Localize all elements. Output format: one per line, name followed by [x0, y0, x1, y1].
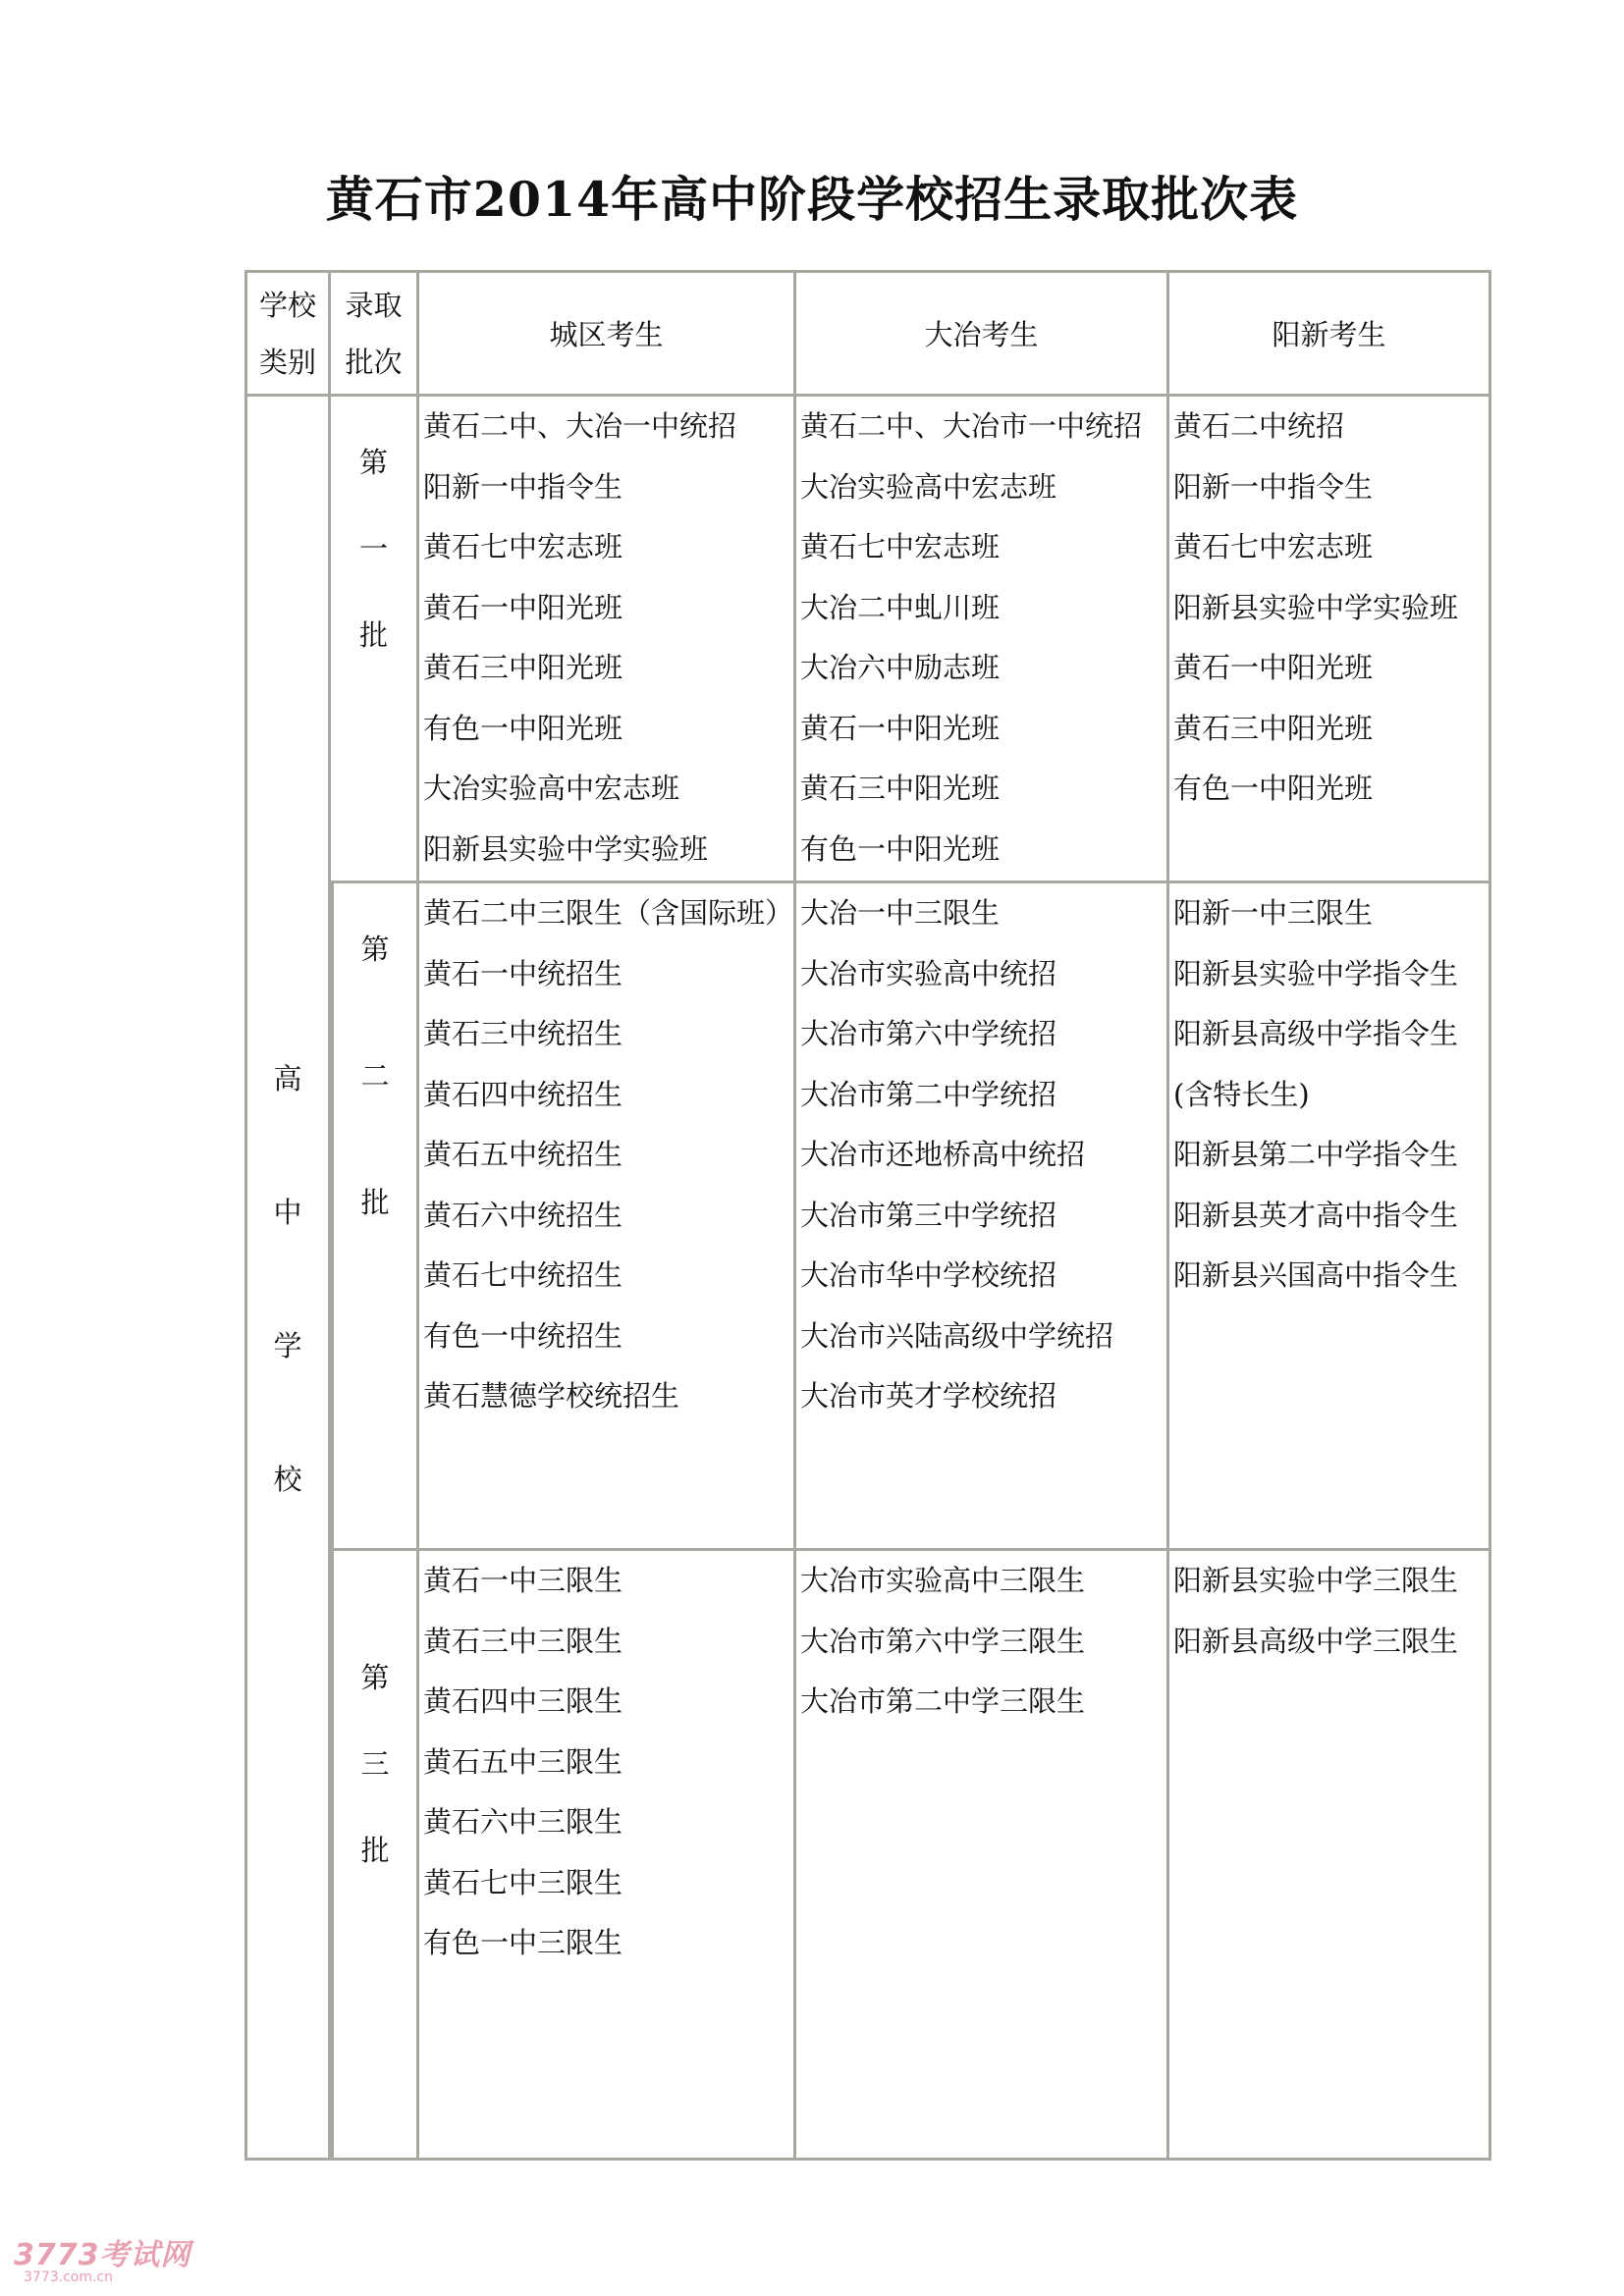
school-item: 黄石六中三限生: [423, 1805, 623, 1839]
school-item: 黄石五中三限生: [423, 1744, 623, 1779]
school-item: 黄石慧德学校统招生: [423, 1379, 680, 1413]
table-row-batch-1: [244, 397, 1491, 883]
school-item: 大冶市第六中学三限生: [800, 1624, 1086, 1658]
school-item: 阳新县实验中学实验班: [1173, 590, 1459, 624]
batch-char: 第: [360, 1661, 390, 1694]
school-item: 阳新县高级中学三限生: [1173, 1624, 1459, 1658]
header-school-category-line1: 学校: [258, 288, 316, 322]
school-item: 大冶实验高中宏志班: [800, 469, 1057, 504]
header-city-students: 城区考生: [419, 270, 796, 397]
batch-char: 批: [360, 1834, 390, 1867]
school-item: 大冶市兴陆高级中学统招: [800, 1318, 1114, 1353]
school-item: 黄石七中统招生: [423, 1258, 623, 1292]
category-char: 高: [273, 1061, 302, 1095]
school-list: [419, 397, 793, 880]
header-daye-students: 大冶考生: [796, 270, 1169, 397]
category-char: 学: [273, 1328, 302, 1362]
school-list: [1169, 397, 1489, 820]
header-batch-line2: 批次: [345, 345, 403, 379]
school-list: [796, 883, 1166, 1427]
school-item: 大冶市华中学校统招: [800, 1258, 1057, 1292]
watermark-logo: 3773考试网: [14, 2238, 191, 2272]
school-item: 黄石一中三限生: [423, 1564, 623, 1597]
category-char: 中: [273, 1195, 302, 1229]
category-char: 校: [273, 1462, 302, 1496]
school-item: 黄石三中阳光班: [800, 772, 1001, 805]
batch-3-city: [419, 1551, 796, 2161]
batch-char: 第: [360, 933, 390, 966]
batch-char: 一: [358, 532, 388, 565]
batch-3-yangxin: [1169, 1551, 1491, 2161]
school-list: [1169, 1551, 1489, 1672]
school-item: 黄石六中统招生: [423, 1198, 623, 1232]
school-item: 黄石一中阳光班: [423, 590, 623, 624]
school-item: 阳新县第二中学指令生: [1173, 1138, 1459, 1171]
school-item: 黄石三中阳光班: [423, 651, 623, 684]
school-item: 有色一中阳光班: [1173, 772, 1374, 805]
category-label: [247, 1057, 328, 1498]
school-item: 阳新县实验中学实验班: [423, 831, 709, 866]
school-item: 有色一中阳光班: [423, 711, 623, 745]
batch-char: 二: [360, 1059, 390, 1093]
batch-2-city: [419, 883, 796, 1551]
header-batch: [331, 270, 419, 397]
school-item: 黄石二中、大冶一中统招: [423, 409, 737, 443]
school-item: 黄石七中宏志班: [1173, 530, 1374, 563]
header-batch-line1: 录取: [345, 288, 403, 322]
school-item: 大冶市实验高中三限生: [800, 1564, 1086, 1597]
school-item: 黄石三中统招生: [423, 1017, 623, 1050]
school-item: 阳新一中三限生: [1173, 896, 1374, 930]
school-item: 有色一中统招生: [423, 1318, 623, 1353]
school-item: 黄石二中统招: [1173, 409, 1345, 443]
school-item: (含特长生): [1173, 1077, 1310, 1111]
school-item: 大冶市第二中学三限生: [800, 1684, 1086, 1718]
school-item: 大冶市英才学校统招: [800, 1379, 1057, 1413]
batch-char: 三: [360, 1747, 390, 1781]
watermark: [14, 2230, 191, 2285]
batch-2-label: [331, 883, 419, 1551]
header-yangxin-students: 阳新考生: [1169, 270, 1491, 397]
school-item: 阳新一中指令生: [1173, 469, 1374, 504]
table-row-batch-3: [244, 1551, 1491, 2161]
batch-3-daye: [796, 1551, 1169, 2161]
batch-char: 第: [358, 446, 388, 479]
school-list: [796, 397, 1166, 880]
school-list: [419, 1551, 793, 1974]
document-title: 黄石市2014年高中阶段学校招生录取批次表: [325, 171, 1299, 228]
school-item: 阳新县英才高中指令生: [1173, 1198, 1459, 1232]
school-item: 黄石一中统招生: [423, 956, 623, 990]
school-item: 阳新县实验中学三限生: [1173, 1564, 1459, 1597]
batch-char: 批: [358, 618, 388, 652]
admission-batch-table: [244, 270, 1491, 2161]
school-item: 大冶六中励志班: [800, 651, 1001, 684]
school-item: 黄石七中宏志班: [423, 530, 623, 563]
header-school-category: [244, 270, 331, 397]
school-item: 黄石五中统招生: [423, 1138, 623, 1171]
school-item: 大冶一中三限生: [800, 896, 1001, 930]
school-item: 大冶市第六中学统招: [800, 1017, 1057, 1050]
school-item: 黄石一中阳光班: [800, 711, 1001, 745]
school-item: 有色一中三限生: [423, 1926, 623, 1959]
batch-1-label: [331, 397, 419, 883]
batch-3-label: [331, 1551, 419, 2161]
watermark-url: 3773.com.cn: [24, 2269, 113, 2285]
category-cell: [244, 397, 331, 2161]
school-item: 阳新县实验中学指令生: [1173, 956, 1459, 990]
school-item: 黄石四中三限生: [423, 1684, 623, 1718]
school-item: 大冶实验高中宏志班: [423, 772, 680, 805]
school-item: 阳新县高级中学指令生: [1173, 1017, 1459, 1050]
school-item: 大冶市还地桥高中统招: [800, 1138, 1086, 1171]
table-row-batch-2: [244, 883, 1491, 1551]
school-list: [1169, 883, 1489, 1307]
school-item: 阳新县兴国高中指令生: [1173, 1258, 1459, 1292]
batch-1-daye: [796, 397, 1169, 883]
school-item: 黄石七中宏志班: [800, 530, 1001, 563]
batch-1-city: [419, 397, 796, 883]
header-school-category-line2: 类别: [258, 345, 316, 379]
school-item: 大冶市第二中学统招: [800, 1077, 1057, 1111]
school-item: 大冶市实验高中统招: [800, 956, 1057, 990]
batch-char: 批: [360, 1186, 390, 1219]
school-item: 黄石三中阳光班: [1173, 711, 1374, 745]
batch-2-daye: [796, 883, 1169, 1551]
school-item: 黄石三中三限生: [423, 1624, 623, 1658]
school-item: 有色一中阳光班: [800, 831, 1001, 866]
batch-2-yangxin: [1169, 883, 1491, 1551]
table-header-row: [244, 270, 1491, 397]
school-item: 黄石七中三限生: [423, 1865, 623, 1899]
school-item: 大冶市第三中学统招: [800, 1198, 1057, 1232]
school-item: 黄石二中、大冶市一中统招: [800, 409, 1143, 443]
school-item: 阳新一中指令生: [423, 469, 623, 504]
school-item: 黄石四中统招生: [423, 1077, 623, 1111]
school-item: 黄石一中阳光班: [1173, 651, 1374, 684]
batch-1-yangxin: [1169, 397, 1491, 883]
school-list: [419, 883, 793, 1427]
school-item: 大冶二中虬川班: [800, 590, 1001, 624]
school-item: 黄石二中三限生（含国际班）: [423, 896, 794, 930]
school-list: [796, 1551, 1166, 1733]
